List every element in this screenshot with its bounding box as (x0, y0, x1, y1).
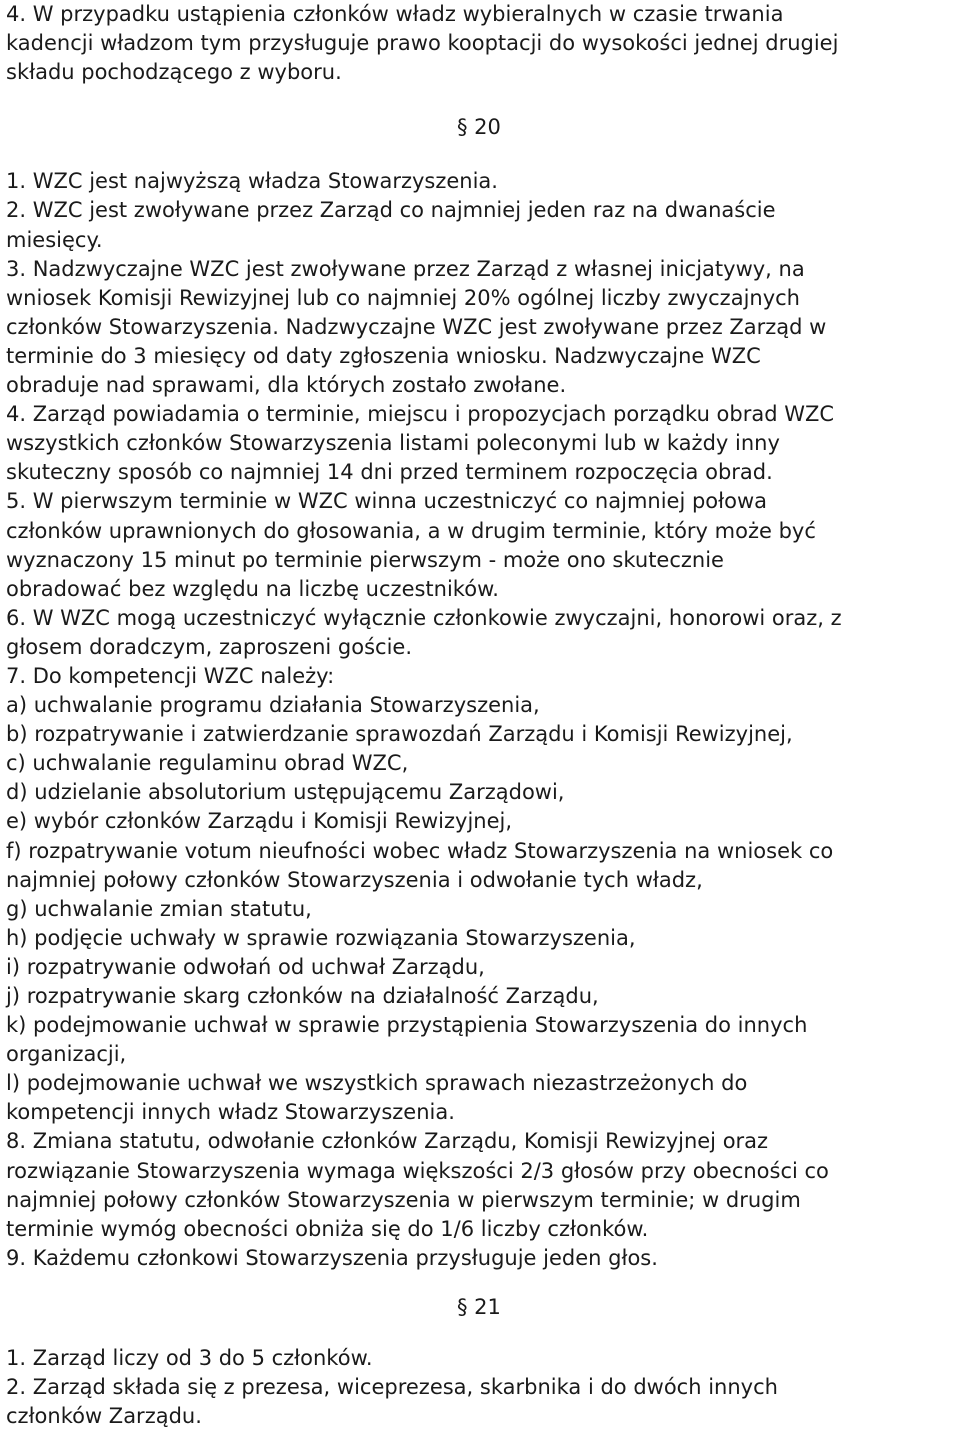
section-21-body (6, 1344, 960, 1431)
s20-item-9: 9. Każdemu członkowi Stowarzyszenia przysługuje jeden głos. (6, 1245, 658, 1270)
s20-item-5: 5. W pierwszym terminie w WZC winna uczestniczyć co najmniej połowa członków uprawnionych do głosowania, a w drugim terminie, który może być wyznaczony 15 minut po terminie pierwszym - może ono skutecznie obradować bez względu na liczbę uczestników. (6, 489, 816, 601)
s20-item-2: 2. WZC jest zwoływane przez Zarząd co najmniej jeden raz na dwanaście miesięcy. (6, 198, 776, 252)
s20-item-4: 4. Zarząd powiadamia o terminie, miejscu i propozycjach porządku obrad WZC wszystkich członków Stowarzyszenia listami poleconymi lub w każdy inny skuteczny sposób co najmniej 14 dni przed terminem rozpoczęcia obrad. (6, 402, 835, 485)
s20-item-7c: c) uchwalanie regulaminu obrad WZC, (6, 751, 409, 776)
s20-item-7d: d) udzielanie absolutorium ustępującemu Zarządowi, (6, 780, 565, 805)
s20-item-1: 1. WZC jest najwyższą władza Stowarzyszenia. (6, 169, 498, 194)
s20-item-7h: h) podjęcie uchwały w sprawie rozwiązania Stowarzyszenia, (6, 925, 636, 950)
s20-item-7a: a) uchwalanie programu działania Stowarzyszenia, (6, 693, 540, 718)
s20-item-7e: e) wybór członków Zarządu i Komisji Rewizyjnej, (6, 809, 513, 834)
s20-item-7g: g) uchwalanie zmian statutu, (6, 896, 312, 921)
paragraph-kooptacja: 4. W przypadku ustąpienia członków władz wybieralnych w czasie trwania kadencji władzom tym przysługuje prawo kooptacji do wysokości jednej drugiej składu pochodzącego z wyboru. (6, 2, 839, 85)
s20-item-7b: b) rozpatrywanie i zatwierdzanie sprawozdań Zarządu i Komisji Rewizyjnej, (6, 722, 793, 747)
s21-item-1: 1. Zarząd liczy od 3 do 5 członków. (6, 1346, 373, 1371)
section-20-body (6, 167, 960, 1273)
s20-item-8: 8. Zmiana statutu, odwołanie członków Zarządu, Komisji Rewizyjnej oraz rozwiązanie Stowarzyszenia wymaga większości 2/3 głosów przy obecności co najmniej połowy członków Stowarzyszenia w pierwszym terminie; w drugim terminie wymóg obecności obniża się do 1/6 liczby członków. (6, 1129, 829, 1241)
s20-item-7l: l) podejmowanie uchwał we wszystkich sprawach niezastrzeżonych do kompetencji innych władz Stowarzyszenia. (6, 1071, 748, 1125)
section-21-heading: § 21 (457, 1294, 501, 1319)
s20-item-7: 7. Do kompetencji WZC należy: (6, 663, 335, 688)
s20-item-7i: i) rozpatrywanie odwołań od uchwał Zarządu, (6, 954, 485, 979)
s20-item-7k: k) podejmowanie uchwał w sprawie przystąpienia Stowarzyszenia do innych organizacji, (6, 1013, 808, 1067)
s21-item-2: 2. Zarząd składa się z prezesa, wiceprezesa, skarbnika i do dwóch innych członków Zarządu. (6, 1375, 778, 1429)
s20-item-7j: j) rozpatrywanie skarg członków na działalność Zarządu, (6, 984, 599, 1008)
section-20-heading: § 20 (457, 115, 501, 140)
document-page (6, 0, 960, 1431)
s20-item-7f: f) rozpatrywanie votum nieufności wobec władz Stowarzyszenia na wniosek co najmniej połowy członków Stowarzyszenia i odwołanie tych władz, (6, 838, 834, 892)
s20-item-6: 6. W WZC mogą uczestniczyć wyłącznie członkowie zwyczajni, honorowi oraz, z głosem doradczym, zaproszeni goście. (6, 605, 842, 659)
s20-item-3: 3. Nadzwyczajne WZC jest zwoływane przez Zarząd z własnej inicjatywy, na wniosek Komisji Rewizyjnej lub co najmniej 20% ogólnej liczby zwyczajnych członków Stowarzyszenia. Nadzwyczajne WZC jest zwoływane przez Zarząd w terminie do 3 miesięcy od daty zgłoszenia wniosku. Nadzwyczajne WZC obraduje nad sprawami, dla których zostało zwołane. (6, 256, 827, 398)
